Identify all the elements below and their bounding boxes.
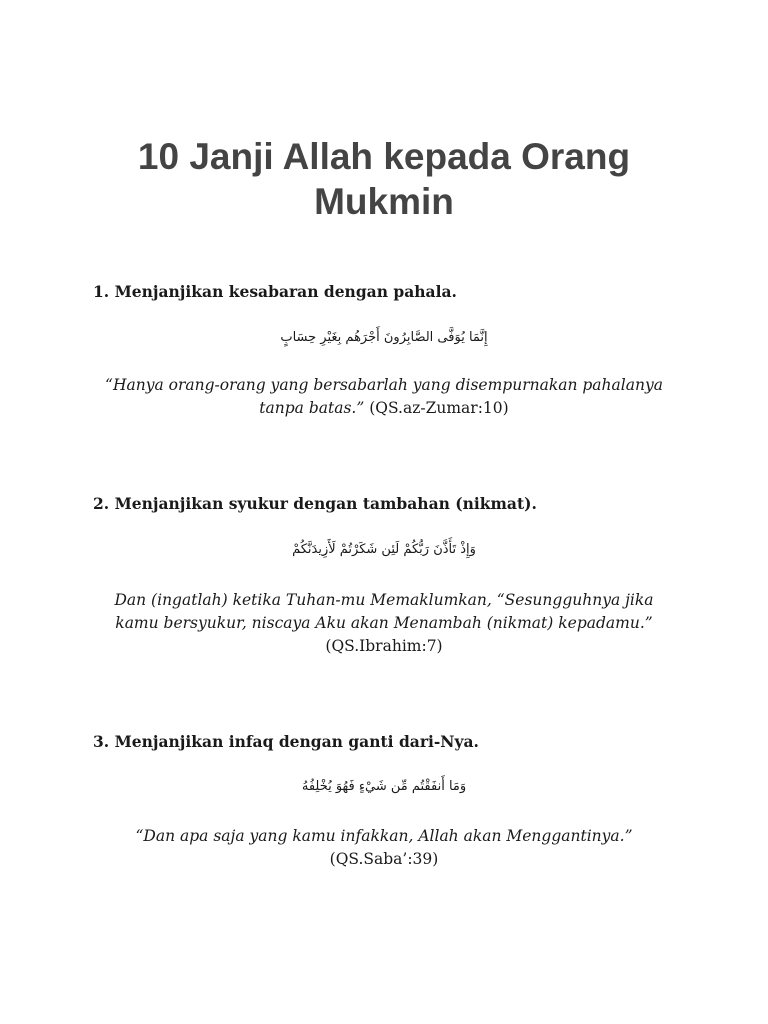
- section-3-translation-text: “Dan apa saja yang kamu infakkan, Allah akan Menggantinya.”: [135, 827, 633, 845]
- section-3-translation: [100, 825, 668, 871]
- section-1-heading: 1. Menjanjikan kesabaran dengan pahala.: [93, 282, 457, 301]
- document-title: 10 Janji Allah kepada Orang Mukmin: [137, 136, 631, 222]
- section-3-arabic-verse: وَمَا أَنفَقْتُم مِّن شَيْءٍ فَهُوَ يُخْلِفُهُ: [301, 779, 467, 794]
- section-1-reference: (QS.az-Zumar:10): [364, 399, 509, 417]
- section-3-heading: 3. Menjanjikan infaq dengan ganti dari-Nya.: [93, 732, 479, 751]
- section-1-arabic-verse: إِنَّمَا يُوَفَّى الصَّابِرُونَ أَجْرَهُم بِغَيْرِ حِسَابٍ: [280, 330, 488, 345]
- section-2-translation-text: Dan (ingatlah) ketika Tuhan-mu Memaklumkan, “Sesungguhnya jika kamu bersyukur, niscaya Aku akan Menambah (nikmat) kepadamu.”: [114, 591, 654, 632]
- section-2-reference: (QS.Ibrahim:7): [325, 637, 443, 655]
- section-2-translation: [100, 589, 668, 658]
- section-1-translation: [100, 374, 668, 420]
- section-2-arabic-verse: وَإِذْ تَأَذَّنَ رَبُّكُمْ لَئِن شَكَرْتُمْ لَأَزِيدَنَّكُمْ: [292, 542, 476, 557]
- section-2-heading: 2. Menjanjikan syukur dengan tambahan (nikmat).: [93, 494, 537, 513]
- section-3-reference: (QS.Saba’:39): [329, 850, 439, 868]
- section-1-translation-text: “Hanya orang-orang yang bersabarlah yang disempurnakan pahalanya tanpa batas.”: [105, 376, 663, 417]
